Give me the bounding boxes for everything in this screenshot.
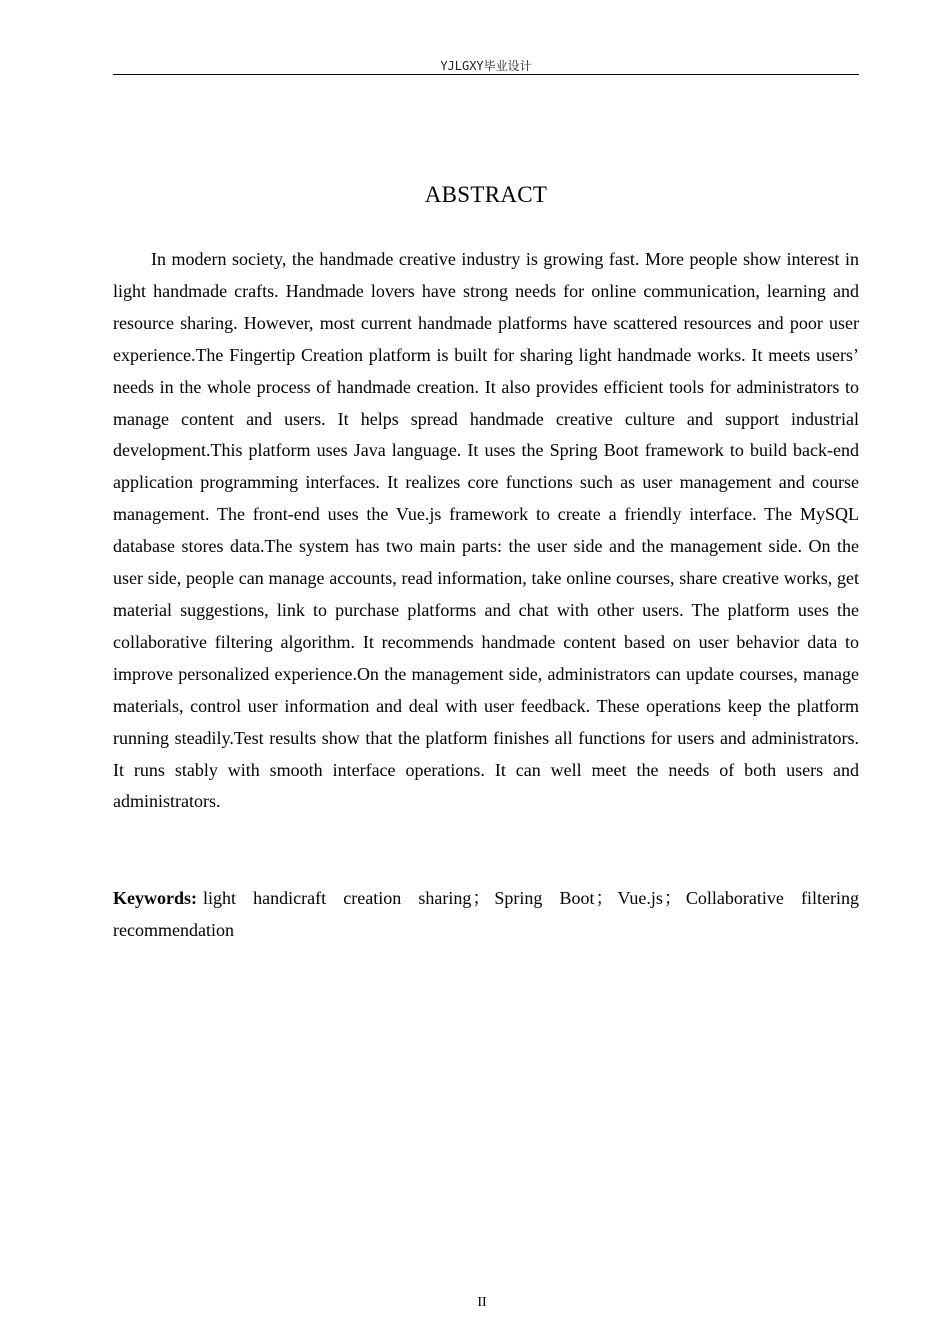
page-number: II <box>477 1295 487 1310</box>
keyword-separator: ； <box>595 888 614 908</box>
abstract-title: ABSTRACT <box>424 182 548 207</box>
abstract-body: In modern society, the handmade creative industry is growing fast. More people show interest in light handmade crafts. Handmade lovers have strong needs for online communication, learning and resource sharing. However, most current handmade platforms have scattered resources and poor user experience.The Fingertip Creation platform is built for sharing light handmade works. It meets users’ needs in the whole process of handmade creation. It also provides efficient tools for administrators to manage content and users. It helps spread handmade creative culture and support industrial development.This platform uses Java language. It uses the Spring Boot framework to build back-end application programming interfaces. It realizes core functions such as user management and course management. The front-end uses the Vue.js framework to create a friendly interface. The MySQL database stores data.The system has two main parts: the user side and the management side. On the user side, people can manage accounts, read information, take online courses, share creative works, get material suggestions, link to purchase platforms and chat with other users. The platform uses the collaborative filtering algorithm. It recommends handmade content based on user behavior data to improve personalized experience.On the management side, administrators can update courses, manage materials, control user information and deal with user feedback. These operations keep the platform running steadily.Test results show that the platform finishes all functions for users and administrators. It runs stably with smooth interface operations. It can well meet the needs of both users and administrators. <box>113 249 859 812</box>
keyword-separator: ； <box>472 888 491 908</box>
keywords-label: Keywords: <box>113 888 197 908</box>
running-header: YJLGXY毕业设计 <box>440 59 532 73</box>
keywords-line <box>113 883 859 947</box>
header-rule <box>113 74 859 75</box>
keyword-item: Spring Boot <box>494 888 595 908</box>
keyword-separator: ； <box>663 888 682 908</box>
keyword-item: Collaborative filtering recommendation <box>113 888 859 940</box>
keyword-item: light handicraft creation sharing <box>203 888 472 908</box>
keyword-item: Vue.js <box>617 888 663 908</box>
